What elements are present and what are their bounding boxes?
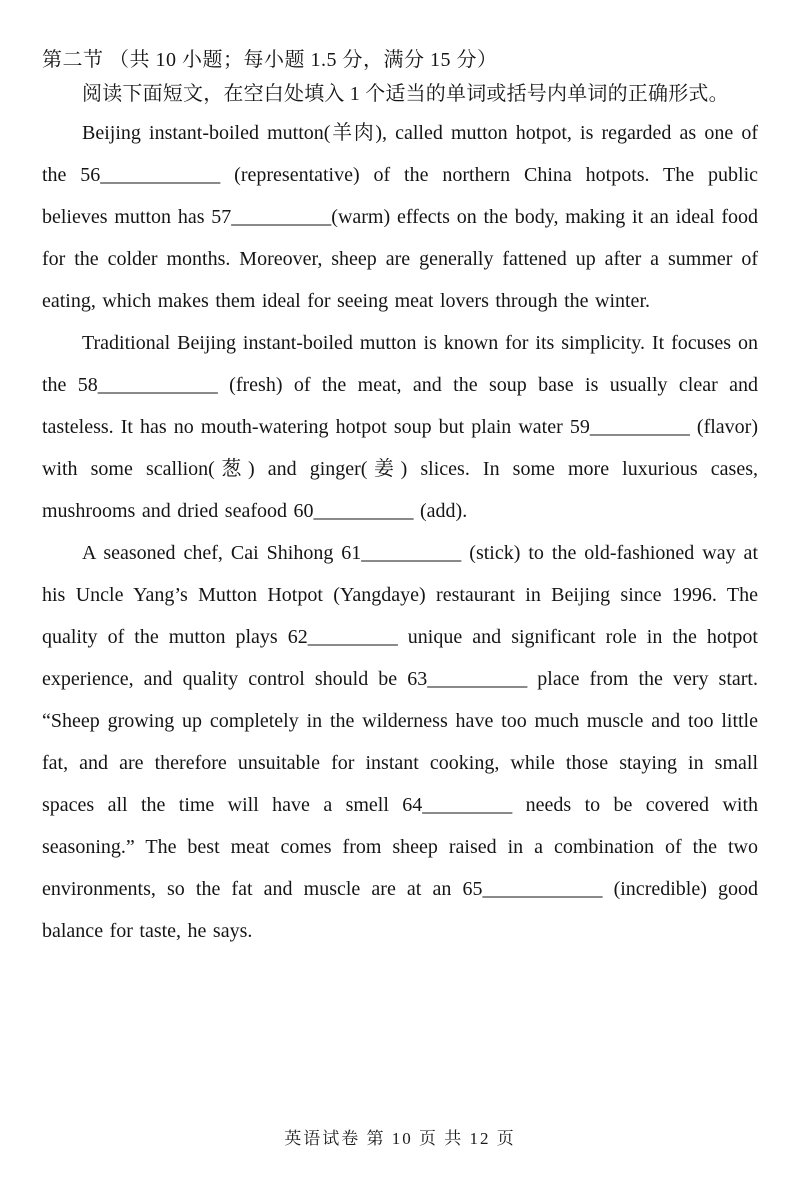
passage-paragraph-3: A seasoned chef, Cai Shihong 61__________ (stick) to the old-fashioned way at his Uncle Yang’s Mutton Hotpot (Yangdaye) restaurant in Beijing since 1996. The quality of the mutton plays 62_________ unique and significant role in the hotpot experience, and quality control should be 63__________ place from the very start. “Sheep growing up completely in the wilderness have too much muscle and too little fat, and are therefore unsuitable for instant cooking, while those staying in small spaces all the time will have a smell 64_________ needs to be covered with seasoning.” The best meat comes from sheep raised in a combination of the two environments, so the fat and muscle are at an 65____________ (incredible) good balance for taste, he says. (42, 542, 758, 942)
section-instruction: 阅读下面短文，在空白处填入 1 个适当的单词或括号内单词的正确形式。 (82, 83, 729, 105)
page-footer: 英语试卷 第 10 页 共 12 页 (284, 1129, 516, 1148)
section-heading: 第二节 （共 10 小题；每小题 1.5 分，满分 15 分） (42, 49, 498, 71)
passage-paragraph-2: Traditional Beijing instant-boiled mutton is known for its simplicity. It focuses on the 58____________ (fresh) of the meat, and the soup base is usually clear and tasteless. It has no mouth-watering hotpot soup but plain water 59__________ (flavor) with some scallion(葱) and ginger(姜) slices. In some more luxurious cases, mushrooms and dried seafood 60__________ (add). (42, 332, 758, 522)
passage-paragraph-1: Beijing instant-boiled mutton(羊肉), called mutton hotpot, is regarded as one of the 56____________ (representative) of the northern China hotpots. The public believes mutton has 57__________(warm) effects on the body, making it an ideal food for the colder months. Moreover, sheep are generally fattened up after a summer of eating, which makes them ideal for seeing meat lovers through the winter. (42, 122, 758, 312)
